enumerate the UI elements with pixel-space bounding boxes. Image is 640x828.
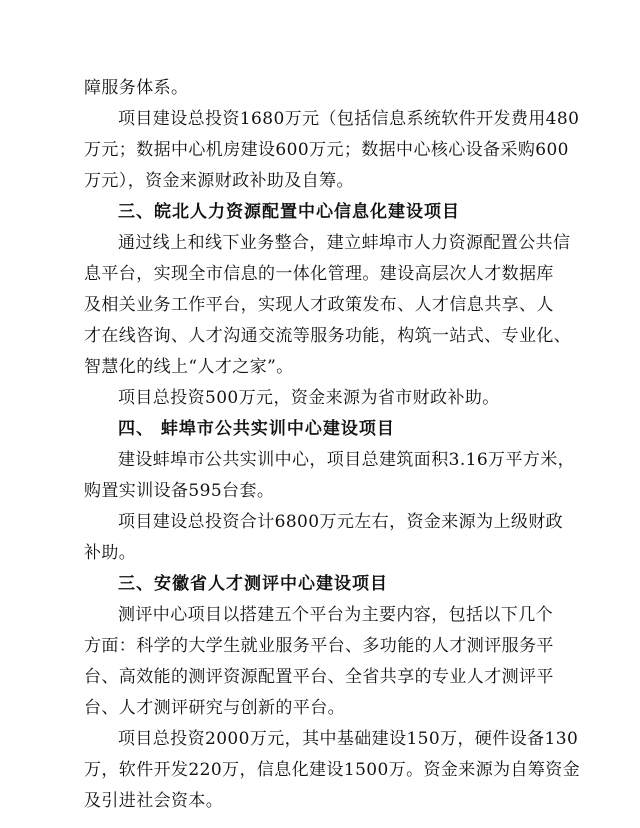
paragraph-line: 台、高效能的测评资源配置平台、全省共享的专业人才测评平 <box>84 667 554 687</box>
paragraph-line: 息平台，实现全市信息的一体化管理。建设高层次人才数据库 <box>84 264 554 284</box>
paragraph-line: 及相关业务工作平台，实现人才政策发布、人才信息共享、人 <box>84 295 554 315</box>
paragraph-line: 障服务体系。 <box>84 78 189 98</box>
paragraph-line: 测评中心项目以搭建五个平台为主要内容，包括以下几个 <box>118 605 553 625</box>
paragraph-line: 建设蚌埠市公共实训中心，项目总建筑面积3.16万平方米， <box>118 450 576 470</box>
section-heading: 三、安徽省人才测评中心建设项目 <box>118 574 388 594</box>
paragraph-line: 才在线咨询、人才沟通交流等服务功能，构筑一站式、专业化、 <box>84 326 572 346</box>
paragraph-line: 智慧化的线上“人才之家”。 <box>84 357 294 377</box>
section-heading: 三、皖北人力资源配置中心信息化建设项目 <box>118 202 460 222</box>
paragraph-line: 项目总投资2000万元，其中基础建设150万，硬件设备130 <box>118 729 579 749</box>
section-heading: 四、 蚌埠市公共实训中心建设项目 <box>118 419 395 439</box>
paragraph-line: 台、人才测评研究与创新的平台。 <box>84 698 345 718</box>
paragraph-line: 方面：科学的大学生就业服务平台、多功能的人才测评服务平 <box>84 636 554 656</box>
paragraph-line: 万元；数据中心机房建设600万元；数据中心核心设备采购600 <box>84 140 569 160</box>
paragraph-line: 万元），资金来源财政补助及自筹。 <box>84 171 354 191</box>
paragraph-line: 购置实训设备595台套。 <box>84 481 275 501</box>
paragraph-line: 项目建设总投资1680万元（包括信息系统软件开发费用480 <box>118 109 580 129</box>
paragraph-line: 项目建设总投资合计6800万元左右，资金来源为上级财政 <box>118 512 564 532</box>
paragraph-line: 项目总投资500万元，资金来源为省市财政补助。 <box>118 388 500 408</box>
paragraph-line: 及引进社会资本。 <box>84 791 224 811</box>
paragraph-line: 万，软件开发220万，信息化建设1500万。资金来源为自筹资金 <box>84 760 581 780</box>
paragraph-line: 补助。 <box>84 543 137 563</box>
paragraph-line: 通过线上和线下业务整合，建立蚌埠市人力资源配置公共信 <box>118 233 571 253</box>
